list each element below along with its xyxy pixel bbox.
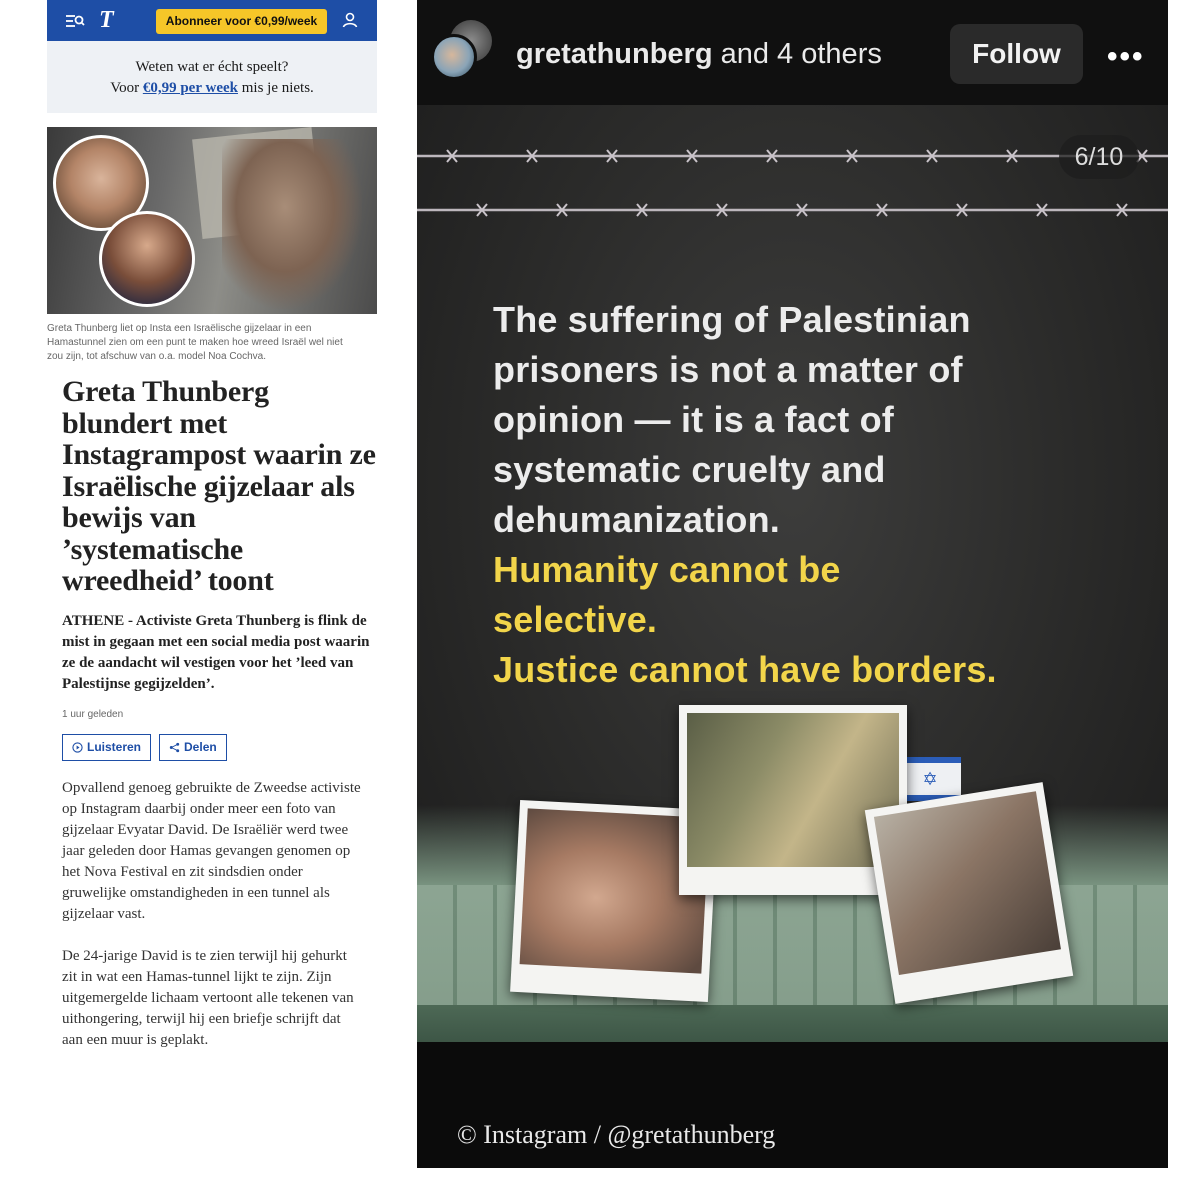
israeli-flag: ✡ — [899, 757, 961, 801]
instagram-story — [417, 0, 1168, 1168]
quote-line: prisoners is not a matter of — [493, 349, 963, 390]
polaroid-image — [687, 713, 899, 867]
quote-line-highlight: selective. — [493, 599, 658, 640]
image-credit: © Instagram / @gretathunberg — [457, 1120, 776, 1149]
slide-counter: 6/10 — [1059, 135, 1139, 179]
quote-line: systematic cruelty and — [493, 449, 886, 490]
share-label: Delen — [184, 740, 217, 754]
listen-button[interactable] — [62, 734, 151, 761]
story-authors[interactable] — [516, 38, 882, 71]
subscribe-button[interactable]: Abonneer voor €0,99/week — [156, 9, 327, 34]
site-logo[interactable]: T — [99, 7, 114, 33]
share-icon — [169, 742, 180, 753]
quote-line: opinion — it is a fact of — [493, 399, 894, 440]
quote-line-highlight: Justice cannot have borders. — [493, 649, 997, 690]
story-username[interactable]: gretathunberg — [516, 38, 713, 70]
story-quote — [493, 295, 1133, 695]
listen-label: Luisteren — [87, 740, 142, 754]
more-options-icon[interactable]: ••• — [1107, 40, 1145, 73]
promo-suffix: mis je niets. — [237, 80, 314, 96]
hero-image — [47, 127, 377, 314]
play-icon — [72, 742, 83, 753]
article-actions — [62, 734, 377, 761]
article-headline: Greta Thunberg blundert met Instagrampost waarin ze Israëlische gijzelaar als bewijs van ’systematische wreedheid’ toont — [62, 375, 376, 597]
promo-line-1: Weten wat er écht speelt? — [135, 59, 289, 75]
promo-prefix: Voor — [110, 80, 143, 96]
story-others[interactable]: and 4 others — [712, 38, 882, 70]
inset-portrait-model — [99, 211, 195, 307]
news-article — [47, 0, 377, 1200]
article-lead: ATHENE - Activiste Greta Thunberg is flink de mist in gegaan met een social media post waarin ze de aandacht wil vestigen voor het ’leed van Palestijnse gegijzelden’. — [62, 612, 370, 692]
search-menu-icon[interactable] — [65, 11, 85, 31]
subscription-promo — [47, 41, 377, 113]
publish-time: 1 uur geleden — [62, 708, 124, 720]
quote-line: dehumanization. — [493, 499, 781, 540]
hero-hostage-figure — [222, 139, 362, 309]
polaroid-photo-hostage — [865, 782, 1073, 1004]
barbed-wire-bottom — [417, 203, 1168, 217]
quote-line-highlight: Humanity cannot be — [493, 549, 841, 590]
user-avatar[interactable] — [431, 34, 477, 80]
promo-price-link[interactable]: €0,99 per week — [142, 80, 238, 96]
polaroid-image — [874, 791, 1061, 975]
body-paragraph-2: De 24-jarige David is te zien terwijl hij gehurkt zit in wat een Hamas-tunnel lijkt te zijn. Zijn uitgemergelde lichaam vertoont alle tekenen van uithongering, terwijl hij een briefje schrijft dat aan een muur is geplakt. — [62, 947, 354, 1048]
story-header — [417, 0, 1168, 105]
promo-line-2 — [47, 78, 377, 99]
barbed-wire-top — [417, 149, 1168, 163]
user-icon[interactable] — [341, 11, 359, 29]
follow-button[interactable]: Follow — [950, 24, 1083, 84]
story-slide — [417, 105, 1168, 1042]
body-paragraph-1: Opvallend genoeg gebruikte de Zweedse activiste op Instagram daarbij onder meer een foto van gijzelaar Evyatar David. De Israëliër werd twee jaar geleden door Hamas gevangen genomen op het Nova Festival en zit sindsdien onder gruwelijke omstandigheden in een tunnel als gijzelaar vast. — [62, 779, 361, 922]
photo-caption: Greta Thunberg liet op Insta een Israëlische gijzelaar in een Hamastunnel zien om een punt te maken hoe wreed Israël wel niet zou zijn, tot afschuw van o.a. model Noa Cochva. — [47, 323, 343, 362]
quote-line: The suffering of Palestinian — [493, 299, 971, 340]
share-button[interactable] — [159, 734, 227, 761]
site-header — [47, 0, 377, 41]
